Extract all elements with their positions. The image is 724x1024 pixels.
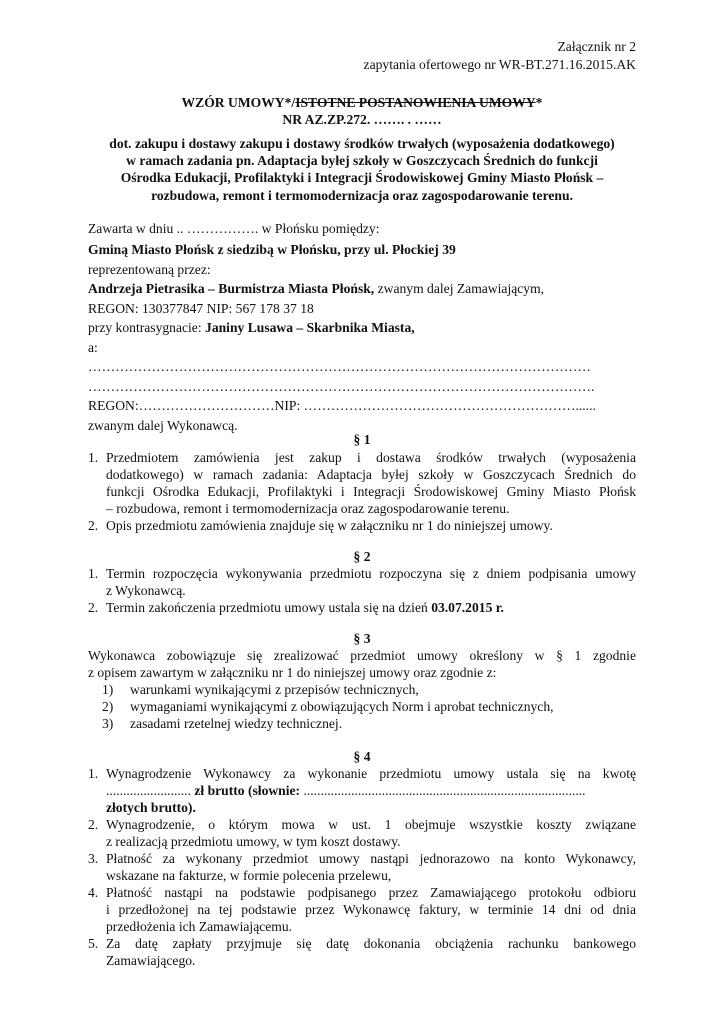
s4-item3-line-2: wskazane na fakturze, w formie polecenia przelewu, [106, 868, 392, 883]
s1-item2-num: 2. [88, 518, 99, 533]
s2-item2 [106, 599, 504, 616]
title-asterisk: * [535, 95, 543, 110]
s3-item3-num: 3) [102, 716, 114, 731]
contractor-ids: REGON:…………………………NIP: ……………………………………………………...... [88, 398, 596, 413]
s4-item5-line-1: Za datę zapłaty przyjmuje się datę dokonania obciążenia rachunku bankowego [106, 936, 636, 951]
inquiry-reference: zapytania ofertowego nr WR-BT.271.16.2015.AK [363, 57, 636, 72]
municipality-line: Gminą Miasto Płońsk z siedzibą w Płońsku, przy ul. Płockiej 39 [88, 242, 456, 257]
contractor-dots-1: ………………………………………………………………………………………………… [88, 359, 591, 374]
countersignature-prefix: przy kontrasygnacie: [88, 320, 206, 335]
treasurer-name: Janiny Lusawa – Skarbnika Miasta, [205, 320, 415, 335]
s2-item2-text: Termin zakończenia przedmiotu umowy ustala się na dzień [106, 600, 432, 615]
s4-item3-num: 3. [88, 851, 99, 866]
s3-item2-num: 2) [102, 699, 114, 714]
subject-line-1: dot. zakupu i dostawy zakupu i dostawy środków trwałych (wyposażenia dodatkowego) [109, 136, 615, 151]
mayor-name: Andrzeja Pietrasika – Burmistrza Miasta Płońsk, [88, 281, 375, 296]
amount-gross-label: zł brutto (słownie: [190, 783, 304, 798]
contract-title [88, 94, 636, 111]
s4-item4-line-2: i przedłożonej na tej podstawie przez Wykonawcę faktury, w terminie 14 dni od dnia [106, 902, 636, 917]
s4-item5-line-2: Zamawiającego. [106, 953, 196, 968]
title-struck-provisions: ISTOTNE POSTANOWIENIA UMOWY [295, 95, 536, 110]
and-label: a: [88, 340, 98, 355]
amount-dots: ......................... [106, 783, 191, 798]
section-3-heading: § 3 [353, 631, 371, 646]
s3-item3: zasadami rzetelnej wiedzy technicznej. [130, 716, 343, 731]
section-2-heading: § 2 [353, 549, 371, 564]
s4-item2-line-1: Wynagrodzenie, o którym mowa w ust. 1 obejmuje wszystkie koszty związane [106, 817, 636, 832]
s2-item2-num: 2. [88, 600, 99, 615]
s4-item1-line-2 [106, 782, 636, 799]
amount-words-dots: ................................................................................... [303, 783, 586, 798]
represented-line: reprezentowaną przez: [88, 262, 211, 277]
s3-item1-num: 1) [102, 682, 114, 697]
attachment-label: Załącznik nr 2 [557, 39, 636, 54]
regon-nip-line: REGON: 130377847 NIP: 567 178 37 18 [88, 301, 314, 316]
s1-item1-line-2: dodatkowego) w ramach zadania: Adaptacja byłej szkoły w Goszczycach Średnich do [106, 467, 636, 482]
s4-item4-line-1: Płatność nastąpi na podstawie podpisanego przez Zamawiającego protokołu odbioru [106, 885, 636, 900]
section-4-heading: § 4 [353, 749, 371, 764]
s4-item2-num: 2. [88, 817, 99, 832]
s4-item2-line-2: z realizacją przedmiotu umowy, w tym koszt dostawy. [106, 834, 401, 849]
s4-item1-num: 1. [88, 766, 99, 781]
subject-line-3: Ośrodka Edukacji, Profilaktyki i Integracji Środowiskowej Gminy Miasto Płońsk – [120, 170, 604, 185]
s4-item3-line-1: Płatność za wykonany przedmiot umowy nastąpi jednorazowo na konto Wykonawcy, [106, 851, 636, 866]
s4-item4-line-3: przedłożenia ich Zamawiającemu. [106, 919, 293, 934]
s4-item1-line-1: Wynagrodzenie Wykonawcy za wykonanie przedmiotu umowy ustala się na kwotę [106, 766, 636, 781]
s1-item1-line-4: – rozbudowa, remont i termomodernizacja oraz zagospodarowanie terenu. [106, 501, 510, 516]
s3-item1: warunkami wynikającymi z przepisów technicznych, [130, 682, 419, 697]
mayor-role: zwanym dalej Zamawiającym, [374, 281, 545, 296]
s3-item2: wymaganiami wynikającymi z obowiązujących Norm i aprobat technicznych, [130, 699, 554, 714]
s1-item1-line-3: funkcji Ośrodka Edukacji, Profilaktyki i Integracji Środowiskowej Gminy Miasto Płońsk [106, 484, 636, 499]
s1-item1-line-1: Przedmiotem zamówienia jest zakup i dostawa środków trwałych (wyposażenia [106, 450, 636, 465]
s4-item5-num: 5. [88, 936, 99, 951]
s2-item1-line-1: Termin rozpoczęcia wykonywania przedmiotu rozpoczyna się z dniem podpisania umowy [106, 566, 636, 581]
s1-item1-num: 1. [88, 450, 99, 465]
contractor-called: zwanym dalej Wykonawcą. [88, 418, 238, 433]
countersignature-line [88, 319, 415, 336]
contract-number: NR AZ.ZP.272. ……. . …… [282, 112, 442, 127]
s2-item1-num: 1. [88, 566, 99, 581]
contractor-dots-2: …………………………………………………………………………………………………. [88, 379, 595, 394]
s4-item4-num: 4. [88, 885, 99, 900]
completion-date: 03.07.2015 r. [431, 600, 504, 615]
concluded-line: Zawarta w dniu .. ……………. w Płońsku pomiędzy: [88, 221, 380, 236]
s1-item2: Opis przedmiotu zamówienia znajduje się w załączniku nr 1 do niniejszej umowy. [106, 518, 553, 533]
s3-intro-line-2: z opisem zawartym w załączniku nr 1 do niniejszej umowy oraz zgodnie z: [88, 665, 497, 680]
subject-line-4: rozbudowa, remont i termomodernizacja oraz zagospodarowanie terenu. [151, 188, 573, 203]
s4-item1-line-3: złotych brutto). [106, 800, 196, 815]
s3-intro-line-1: Wykonawca zobowiązuje się zrealizować przedmiot umowy określony w § 1 zgodnie [88, 648, 636, 663]
mayor-line [88, 280, 544, 297]
s2-item1-line-2: z Wykonawcą. [106, 583, 186, 598]
section-1-heading: § 1 [353, 432, 371, 447]
subject-line-2: w ramach zadania pn. Adaptacja byłej szkoły w Goszczycach Średnich do funkcji [126, 153, 598, 168]
title-template: WZÓR UMOWY*/ [181, 95, 296, 110]
